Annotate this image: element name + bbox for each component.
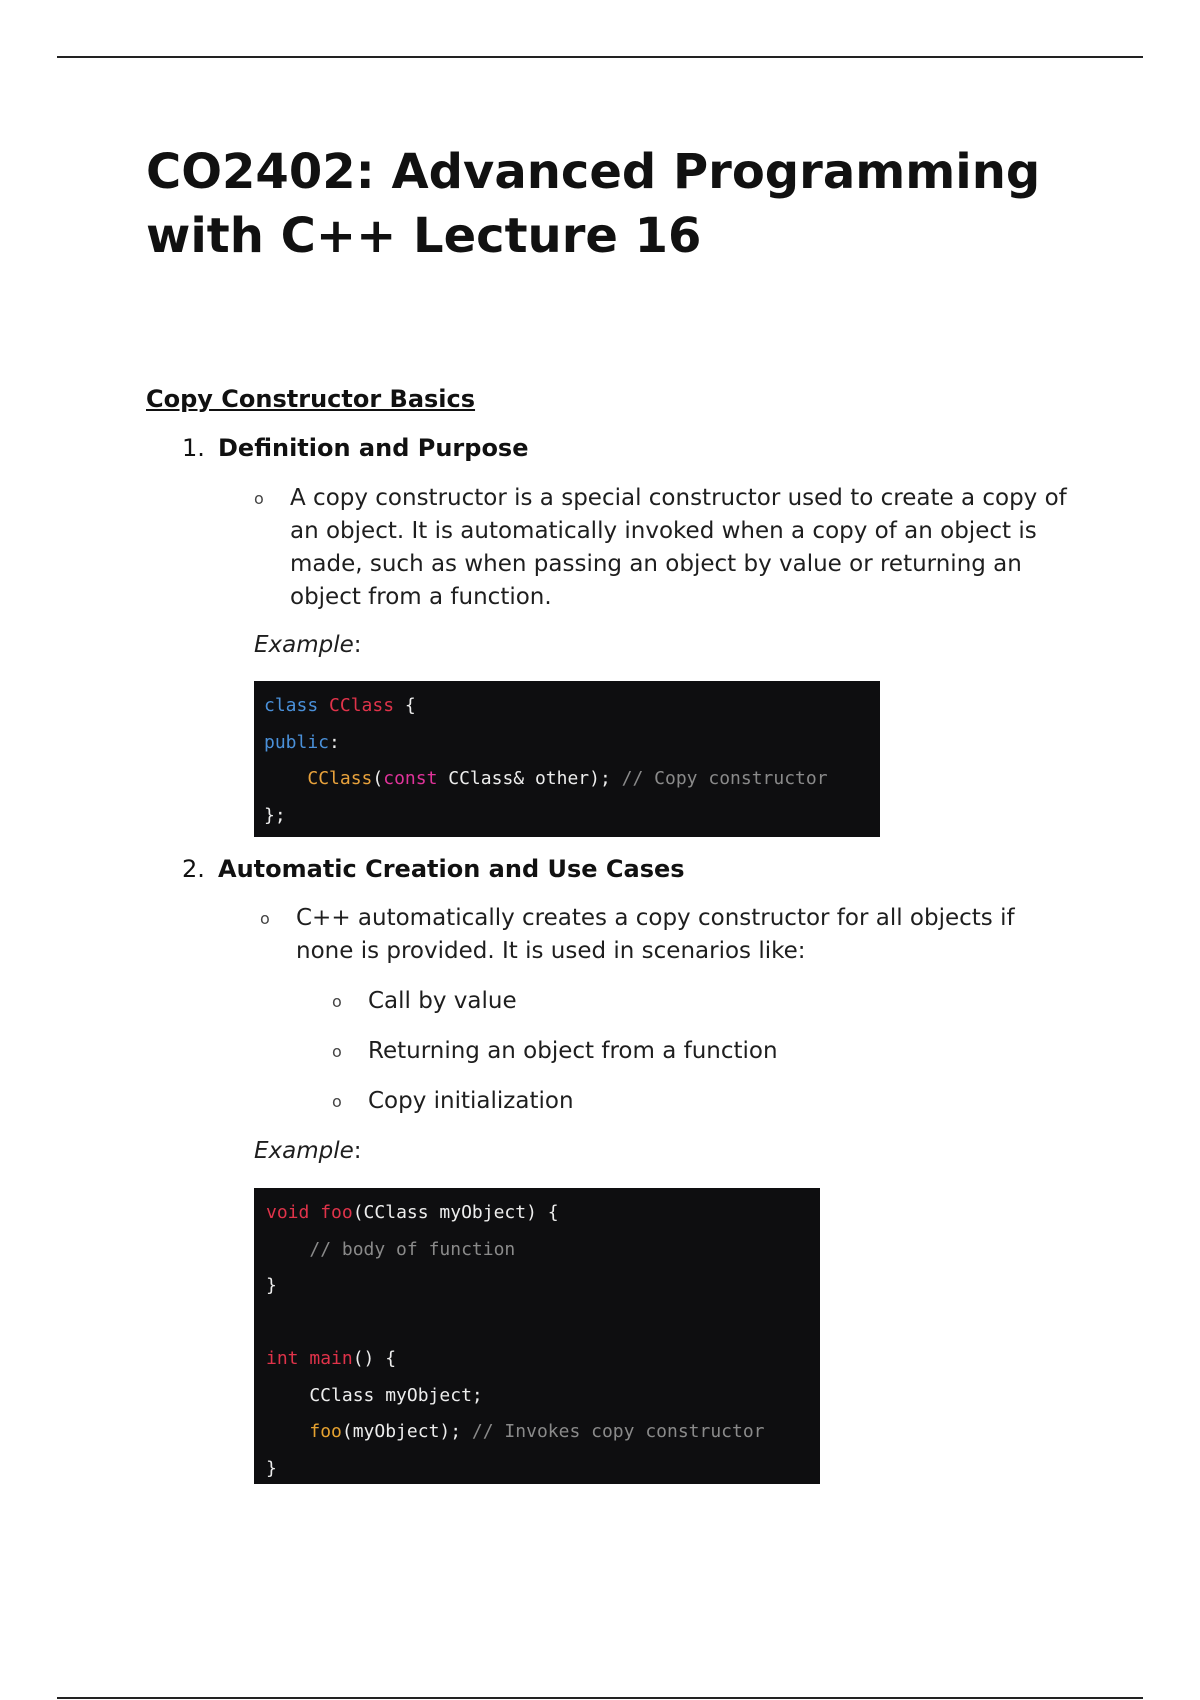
code-token: main bbox=[309, 1348, 353, 1369]
list-item bbox=[260, 902, 1076, 968]
code-token: CClass bbox=[307, 768, 373, 789]
code-token: } bbox=[266, 1457, 277, 1479]
sub-bullet-text: Returning an object from a function bbox=[368, 1038, 778, 1064]
code-token: : bbox=[329, 731, 340, 753]
code-token: foo bbox=[320, 1202, 353, 1223]
code-token: (myObject); bbox=[341, 1421, 472, 1442]
code-line bbox=[266, 1305, 820, 1342]
example-label: Example: bbox=[254, 1138, 362, 1164]
code-token: const bbox=[383, 768, 438, 789]
bullet-text: C++ automatically creates a copy constructor for all objects if none is provided. It is used in scenarios like: bbox=[296, 905, 1015, 964]
code-line bbox=[266, 1268, 820, 1305]
code-line bbox=[264, 725, 880, 762]
item-number: 2. bbox=[182, 855, 205, 883]
bottom-rule bbox=[57, 1697, 1143, 1699]
code-token: class bbox=[264, 695, 319, 716]
code-token: CClass myObject; bbox=[266, 1384, 483, 1406]
bullet-circle-icon: o bbox=[332, 992, 342, 1011]
section-heading: Copy Constructor Basics bbox=[146, 385, 476, 413]
code-token bbox=[264, 768, 307, 789]
code-token: () { bbox=[352, 1348, 397, 1369]
code-token: CClass& other); bbox=[437, 768, 622, 789]
code-line bbox=[264, 798, 880, 835]
code-token: { bbox=[394, 695, 416, 716]
example-label-text: Example bbox=[254, 632, 354, 658]
list-item bbox=[254, 482, 1070, 614]
code-token: } bbox=[266, 1275, 277, 1296]
code-token bbox=[309, 1202, 320, 1223]
code-token bbox=[266, 1239, 309, 1260]
code-token: // Copy constructor bbox=[621, 768, 828, 789]
bullet-text: A copy constructor is a special constructor used to create a copy of an object. It is automatically invoked when a copy of an object is made, such as when passing an object by value or returning an object from a function. bbox=[290, 485, 1067, 610]
code-block-copy-constructor bbox=[254, 681, 880, 837]
example-label: Example: bbox=[254, 632, 362, 658]
sub-list-item bbox=[332, 1085, 574, 1118]
item-heading-text: Definition and Purpose bbox=[218, 434, 529, 462]
bullet-circle-icon: o bbox=[254, 489, 264, 508]
code-token: ( bbox=[372, 768, 384, 789]
sub-list-item bbox=[332, 985, 517, 1018]
code-token bbox=[318, 695, 329, 716]
item-number: 1. bbox=[182, 434, 205, 462]
sub-bullet-text: Copy initialization bbox=[368, 1088, 574, 1114]
code-token: foo bbox=[309, 1421, 342, 1442]
code-line bbox=[264, 688, 880, 725]
item-heading-definition bbox=[182, 434, 529, 462]
code-token: int bbox=[266, 1348, 299, 1369]
code-line bbox=[266, 1195, 820, 1232]
page-title: CO2402: Advanced Programming with C++ Lecture 16 bbox=[146, 144, 1041, 264]
code-line bbox=[266, 1232, 820, 1269]
code-line bbox=[264, 761, 880, 798]
code-token: }; bbox=[264, 804, 286, 826]
bullet-circle-icon: o bbox=[332, 1042, 342, 1061]
code-line bbox=[266, 1341, 820, 1378]
code-line bbox=[266, 1414, 820, 1451]
sub-list-item bbox=[332, 1035, 778, 1068]
code-token bbox=[266, 1421, 309, 1442]
code-token: public bbox=[264, 731, 330, 753]
bullet-circle-icon: o bbox=[260, 909, 270, 928]
code-token: void bbox=[266, 1202, 310, 1223]
code-token: CClass bbox=[329, 695, 395, 716]
item-heading-text: Automatic Creation and Use Cases bbox=[218, 855, 685, 883]
code-block-call-by-value bbox=[254, 1188, 820, 1484]
code-line bbox=[266, 1451, 820, 1488]
code-token: // Invokes copy constructor bbox=[471, 1421, 765, 1442]
example-label-text: Example bbox=[254, 1138, 354, 1164]
code-token bbox=[299, 1348, 310, 1369]
code-token: // body of function bbox=[309, 1238, 516, 1260]
top-rule bbox=[57, 56, 1143, 58]
item-heading-automatic-creation bbox=[182, 855, 685, 883]
bullet-circle-icon: o bbox=[332, 1092, 342, 1111]
sub-bullet-text: Call by value bbox=[368, 988, 517, 1014]
code-line bbox=[266, 1378, 820, 1415]
code-token: (CClass myObject) { bbox=[352, 1202, 559, 1223]
